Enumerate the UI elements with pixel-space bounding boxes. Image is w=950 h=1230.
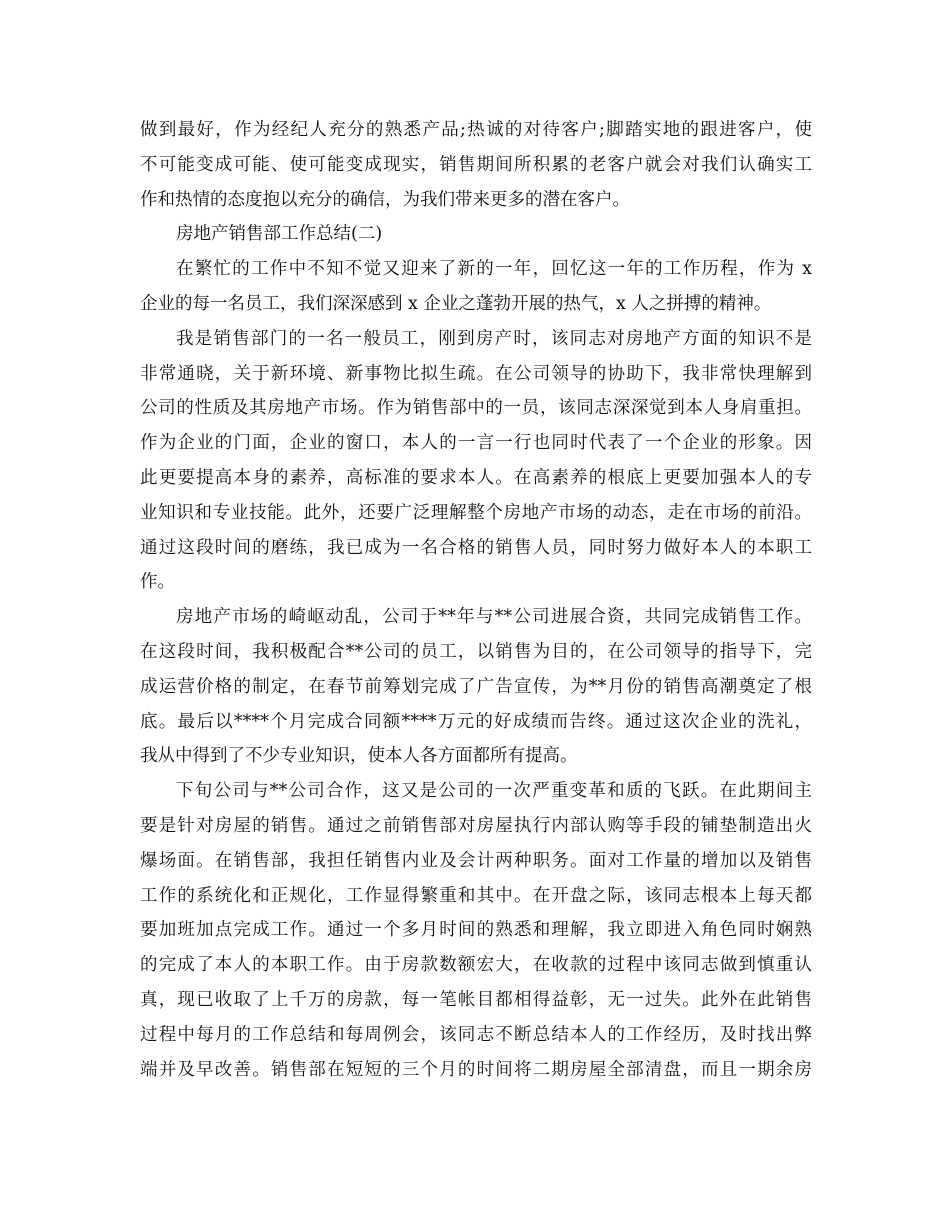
text-line: 作为企业的门面，企业的窗口，本人的一言一行也同时代表了一个企业的形象。因 <box>140 433 812 454</box>
text-line: 业知识和专业技能。此外，还要广泛理解整个房地产市场的动态，走在市场的前沿。 <box>140 502 812 523</box>
text-line: 下旬公司与**公司合作，这又是公司的一次严重变革和质的飞跃。在此期间主 <box>176 781 812 802</box>
text-line: 要是针对房屋的销售。通过之前销售部对房屋执行内部认购等手段的铺垫制造出火 <box>140 815 812 836</box>
text-line: 过程中每月的工作总结和每周例会，该同志不断总结本人的工作经历，及时找出弊 <box>140 1024 812 1045</box>
text-line: 作。 <box>140 572 175 593</box>
text-line: 做到最好，作为经纪人充分的熟悉产品;热诚的对待客户;脚踏实地的跟进客户，使 <box>140 120 812 140</box>
text-line: 作和热情的态度抱以充分的确信，为我们带来更多的潜在客户。 <box>140 189 630 210</box>
text-line: 底。最后以****个月完成合同额****万元的好成绩而告终。通过这次企业的洗礼， <box>140 711 812 732</box>
text-line: 不可能变成可能、使可能变成现实，销售期间所积累的老客户就会对我们认确实工 <box>140 154 812 175</box>
text-line: 爆场面。在销售部，我担任销售内业及会计两种职务。面对工作量的增加以及销售 <box>140 850 812 871</box>
text-line: 的完成了本人的本职工作。由于房款数额宏大，在收款的过程中该同志做到慎重认 <box>140 955 812 976</box>
section-heading: 房地产销售部工作总结(二) <box>176 224 383 245</box>
text-line: 要加班加点完成工作。通过一个多月时间的熟悉和理解，我立即进入角色同时娴熟 <box>140 920 812 941</box>
text-line: 房地产市场的崎岖动乱，公司于**年与**公司进展合资，共同完成销售工作。 <box>176 607 812 628</box>
text-line: 此更要提高本身的素养，高标准的要求本人。在高素养的根底上更要加强本人的专 <box>140 467 812 488</box>
document-body <box>140 113 812 1087</box>
text-line: 非常通晓，关于新环境、新事物比拟生疏。在公司领导的协助下，我非常快理解到 <box>140 363 812 384</box>
text-line: 成运营价格的制定，在春节前筹划完成了广告宣传，为**月份的销售高潮奠定了根 <box>140 676 812 697</box>
text-line: 真，现已收取了上千万的房款，每一笔帐目都相得益彰，无一过失。此外在此销售 <box>140 989 812 1010</box>
text-line: 在繁忙的工作中不知不觉又迎来了新的一年，回忆这一年的工作历程，作为 x <box>176 259 812 280</box>
text-line: 在这段时间，我积极配合**公司的员工，以销售为目的，在公司领导的指导下，完 <box>140 641 812 662</box>
text-line: 公司的性质及其房地产市场。作为销售部中的一员，该同志深深觉到本人身肩重担。 <box>140 398 812 419</box>
text-line: 通过这段时间的磨练，我已成为一名合格的销售人员，同时努力做好本人的本职工 <box>140 537 812 558</box>
text-line: 我是销售部门的一名一般员工，刚到房产时，该同志对房地产方面的知识不是 <box>176 328 812 349</box>
text-line: 我从中得到了不少专业知识，使本人各方面都所有提高。 <box>140 746 578 767</box>
text-line: 工作的系统化和正规化，工作显得繁重和其中。在开盘之际，该同志根本上每天都 <box>140 885 812 906</box>
text-line: 企业的每一名员工，我们深深感到 x 企业之蓬勃开展的热气，x 人之拼搏的精神。 <box>140 293 772 314</box>
text-line: 端并及早改善。销售部在短短的三个月的时间将二期房屋全部清盘，而且一期余房 <box>140 1059 812 1080</box>
